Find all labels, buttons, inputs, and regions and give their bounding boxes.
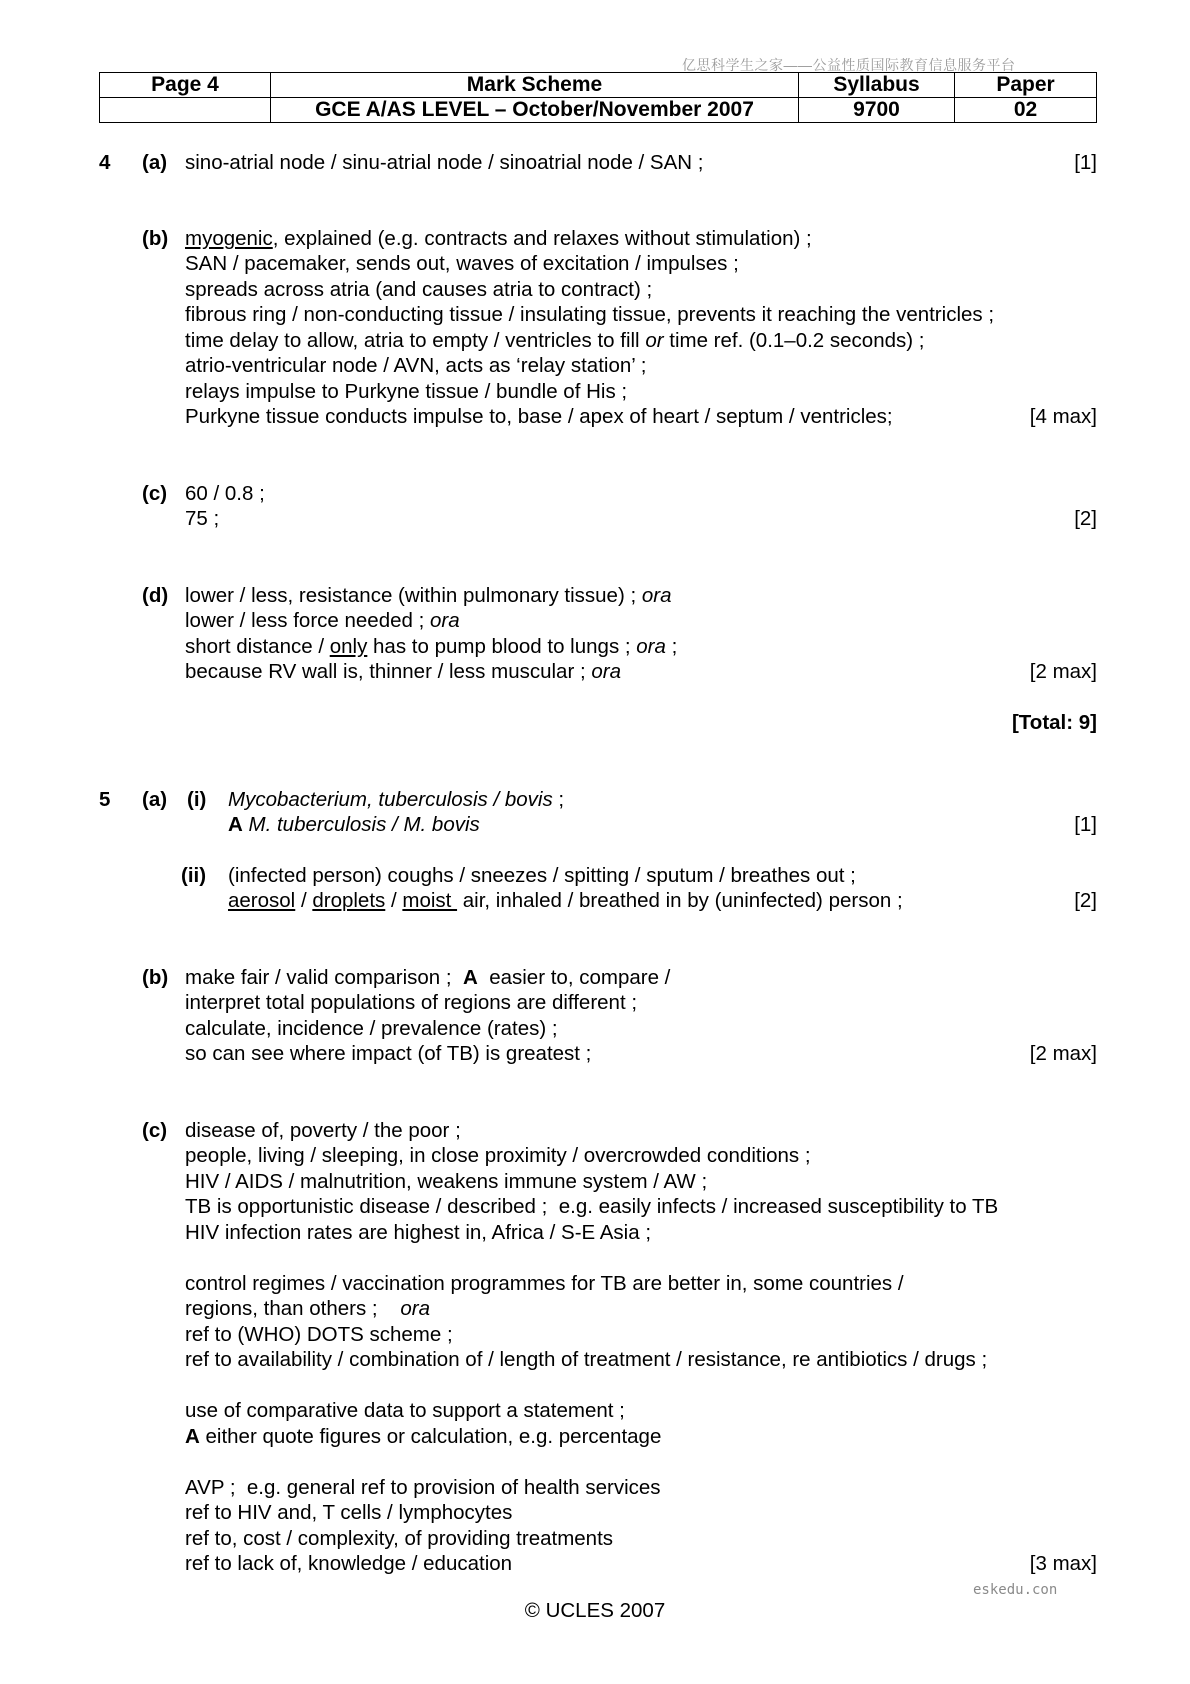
answer-line: calculate, incidence / prevalence (rates) ; [185,1017,558,1040]
answer-text: , explained (e.g. contracts and relaxes without stimulation) ; [272,227,812,250]
watermark-logo-text: eskedu.con [973,1582,1058,1598]
syllabus-code: 9700 [799,98,955,123]
underlined-term: moist [402,889,458,912]
accept-marker: A [228,813,243,836]
answer-line: HIV / AIDS / malnutrition, weakens immune system / AW ; [185,1170,708,1193]
underlined-term: only [329,635,368,658]
question-number: 5 [99,788,111,811]
answer-line: TB is opportunistic disease / described ; e.g. easily infects / increased susceptibility to TB [185,1195,999,1218]
header-table [99,72,1097,123]
italic-text: Mycobacterium, tuberculosis / bovis [228,788,553,811]
answer-line [185,659,621,684]
answer-line: sino-atrial node / sinu-atrial node / sinoatrial node / SAN ; [185,151,704,174]
answer-line [185,1296,430,1321]
underlined-term: droplets [312,889,386,912]
part-label: (b) [142,227,169,250]
document-title: Mark Scheme [271,73,799,98]
answer-line: ref to lack of, knowledge / education [185,1552,513,1575]
answer-line: fibrous ring / non-conducting tissue / insulating tissue, prevents it reaching the ventricles ; [185,303,995,326]
accept-marker: A [463,966,478,989]
answer-line: (infected person) coughs / sneezes / spitting / sputum / breathes out ; [228,864,856,887]
answer-line [228,812,480,837]
italic-text: ora [636,635,666,658]
paper-number: 02 [955,98,1097,123]
answer-text: has to pump blood to lungs ; [367,635,637,658]
answer-line: ref to availability / combination of / length of treatment / resistance, re antibiotics / drugs ; [185,1348,988,1371]
subpart-label: (i) [187,788,207,811]
answer-line [185,328,924,353]
page-number: Page 4 [100,73,271,98]
subpart-label: (ii) [181,864,207,887]
accept-marker: A [185,1425,200,1448]
part-label: (c) [142,1119,168,1142]
part-label: (c) [142,482,168,505]
answer-text: / [295,889,313,912]
answer-text: time ref. (0.1–0.2 seconds) ; [663,329,925,352]
answer-text: / [385,889,403,912]
answer-line: AVP ; e.g. general ref to provision of health services [185,1476,661,1499]
answer-line: so can see where impact (of TB) is greatest ; [185,1042,592,1065]
part-label: (d) [142,584,169,607]
answer-line [185,1424,661,1449]
answer-line: HIV infection rates are highest in, Africa / S-E Asia ; [185,1221,652,1244]
answer-text: short distance / [185,635,330,658]
answer-line: disease of, poverty / the poor ; [185,1119,461,1142]
answer-text: regions, than others ; [185,1297,401,1320]
answer-text: ; [665,635,678,658]
answer-line: 75 ; [185,507,220,530]
answer-line: use of comparative data to support a statement ; [185,1399,625,1422]
question-total: [Total: 9] [1011,711,1097,734]
marks: [2 max] [1029,660,1097,683]
marks: [4 max] [1029,405,1097,428]
answer-line: 60 / 0.8 ; [185,482,265,505]
answer-line [228,888,903,913]
italic-text: ora [641,584,672,607]
marks: [3 max] [1029,1552,1097,1575]
part-label: (b) [142,966,169,989]
part-label: (a) [142,151,168,174]
answer-line [185,634,677,659]
answer-line [185,608,460,633]
marks: [2] [1074,889,1097,912]
italic-text: ora [400,1297,431,1320]
answer-text: lower / less force needed ; [185,609,430,632]
answer-text: air, inhaled / breathed in by (uninfected) person ; [457,889,903,912]
answer-text: make fair / valid comparison ; [185,966,463,989]
answer-line: atrio-ventricular node / AVN, acts as ‘relay station’ ; [185,354,647,377]
answer-line: people, living / sleeping, in close proximity / overcrowded conditions ; [185,1144,811,1167]
answer-text: lower / less, resistance (within pulmonary tissue) ; [185,584,642,607]
question-number: 4 [99,151,111,174]
answer-text: either quote figures or calculation, e.g. percentage [199,1425,662,1448]
marks: [1] [1074,151,1097,174]
italic-text: or [645,329,664,352]
underlined-term: aerosol [228,889,296,912]
answer-line: ref to (WHO) DOTS scheme ; [185,1323,453,1346]
answer-line: ref to, cost / complexity, of providing treatments [185,1527,614,1550]
answer-line: control regimes / vaccination programmes for TB are better in, some countries / [185,1272,904,1295]
answer-text: time delay to allow, atria to empty / ventricles to fill [185,329,646,352]
watermark-text: 亿思科学生之家——公益性质国际教育信息服务平台 [682,57,1016,73]
answer-text: ; [552,788,565,811]
answer-line [185,965,670,990]
underlined-term: myogenic [185,227,273,250]
paper-label: Paper [955,73,1097,98]
marks: [1] [1074,813,1097,836]
answer-line [185,226,812,251]
italic-text: ora [591,660,622,683]
answer-line: ref to HIV and, T cells / lymphocytes [185,1501,513,1524]
marks: [2 max] [1029,1042,1097,1065]
answer-line: spreads across atria (and causes atria to contract) ; [185,278,653,301]
answer-line: relays impulse to Purkyne tissue / bundle of His ; [185,380,628,403]
exam-title: GCE A/AS LEVEL – October/November 2007 [271,98,799,123]
answer-line [228,787,564,812]
answer-line [185,583,672,608]
marks: [2] [1074,507,1097,530]
answer-text: easier to, compare / [477,966,671,989]
italic-text: ora [430,609,460,632]
empty-cell [100,98,271,123]
answer-line: Purkyne tissue conducts impulse to, base / apex of heart / septum / ventricles; [185,405,893,428]
syllabus-label: Syllabus [799,73,955,98]
answer-line: SAN / pacemaker, sends out, waves of excitation / impulses ; [185,252,739,275]
italic-text: M. tuberculosis / M. bovis [242,813,480,836]
copyright-footer: © UCLES 2007 [524,1599,666,1622]
answer-text: because RV wall is, thinner / less muscular ; [185,660,592,683]
part-label: (a) [142,788,168,811]
answer-line: interpret total populations of regions are different ; [185,991,638,1014]
